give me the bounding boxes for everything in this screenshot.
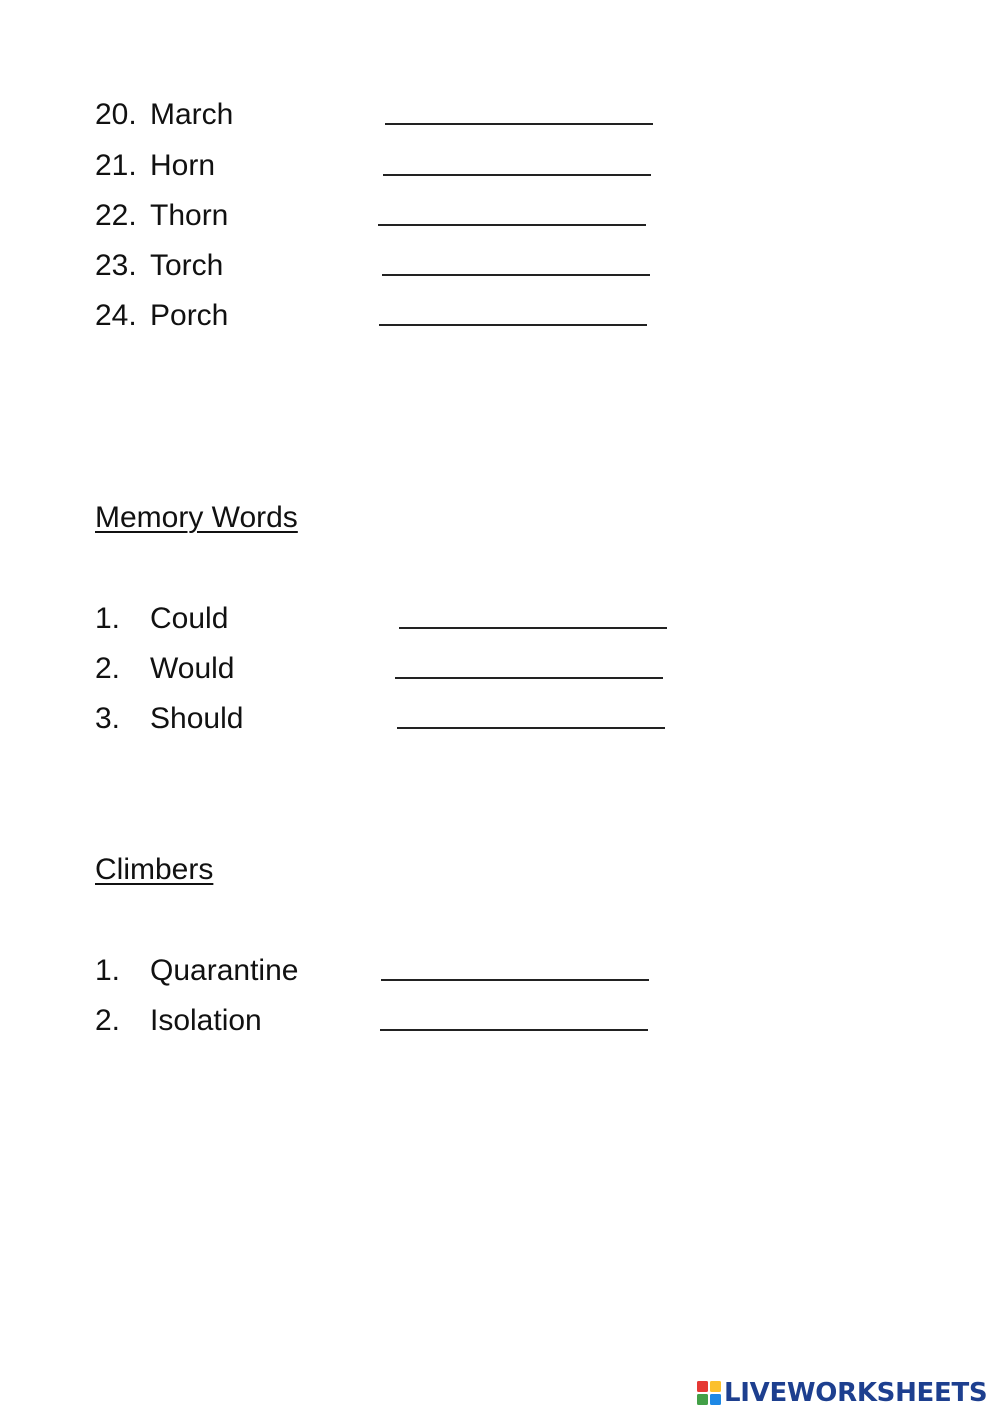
answer-blank[interactable] [385, 123, 653, 125]
item-number: 2. [95, 652, 121, 685]
list-item [95, 93, 735, 137]
item-number: 1. [95, 602, 121, 635]
list-item [95, 294, 735, 338]
answer-blank[interactable] [397, 727, 665, 729]
answer-blank[interactable] [378, 224, 646, 226]
list-item [95, 144, 735, 188]
answer-blank[interactable] [381, 979, 649, 981]
answer-blank[interactable] [382, 274, 650, 276]
item-number: 22. [95, 199, 137, 232]
answer-blank[interactable] [380, 1029, 648, 1031]
list-item [95, 697, 735, 741]
answer-blank[interactable] [383, 174, 651, 176]
item-number: 3. [95, 702, 121, 735]
list-item [95, 647, 735, 691]
item-word: Horn [150, 149, 216, 182]
item-word: March [150, 98, 234, 131]
item-number: 23. [95, 249, 137, 282]
item-word: Should [150, 702, 244, 735]
liveworksheets-logo [697, 1378, 987, 1408]
climbers-heading: Climbers [95, 853, 214, 886]
list-item [95, 194, 735, 238]
list-item [95, 244, 735, 288]
item-word: Isolation [150, 1004, 262, 1037]
item-word: Would [150, 652, 235, 685]
list-item [95, 949, 735, 993]
memory-words-heading: Memory Words [95, 501, 298, 534]
list-item [95, 999, 735, 1043]
answer-blank[interactable] [379, 324, 647, 326]
item-word: Porch [150, 299, 229, 332]
item-word: Could [150, 602, 229, 635]
item-word: Torch [150, 249, 224, 282]
item-word: Thorn [150, 199, 229, 232]
answer-blank[interactable] [395, 677, 663, 679]
item-number: 20. [95, 98, 137, 131]
item-number: 1. [95, 954, 121, 987]
item-word: Quarantine [150, 954, 299, 987]
list-item [95, 597, 735, 641]
logo-text: LIVEWORKSHEETS [724, 1378, 988, 1408]
item-number: 24. [95, 299, 137, 332]
answer-blank[interactable] [399, 627, 667, 629]
logo-blocks-icon [697, 1381, 721, 1405]
item-number: 2. [95, 1004, 121, 1037]
item-number: 21. [95, 149, 137, 182]
